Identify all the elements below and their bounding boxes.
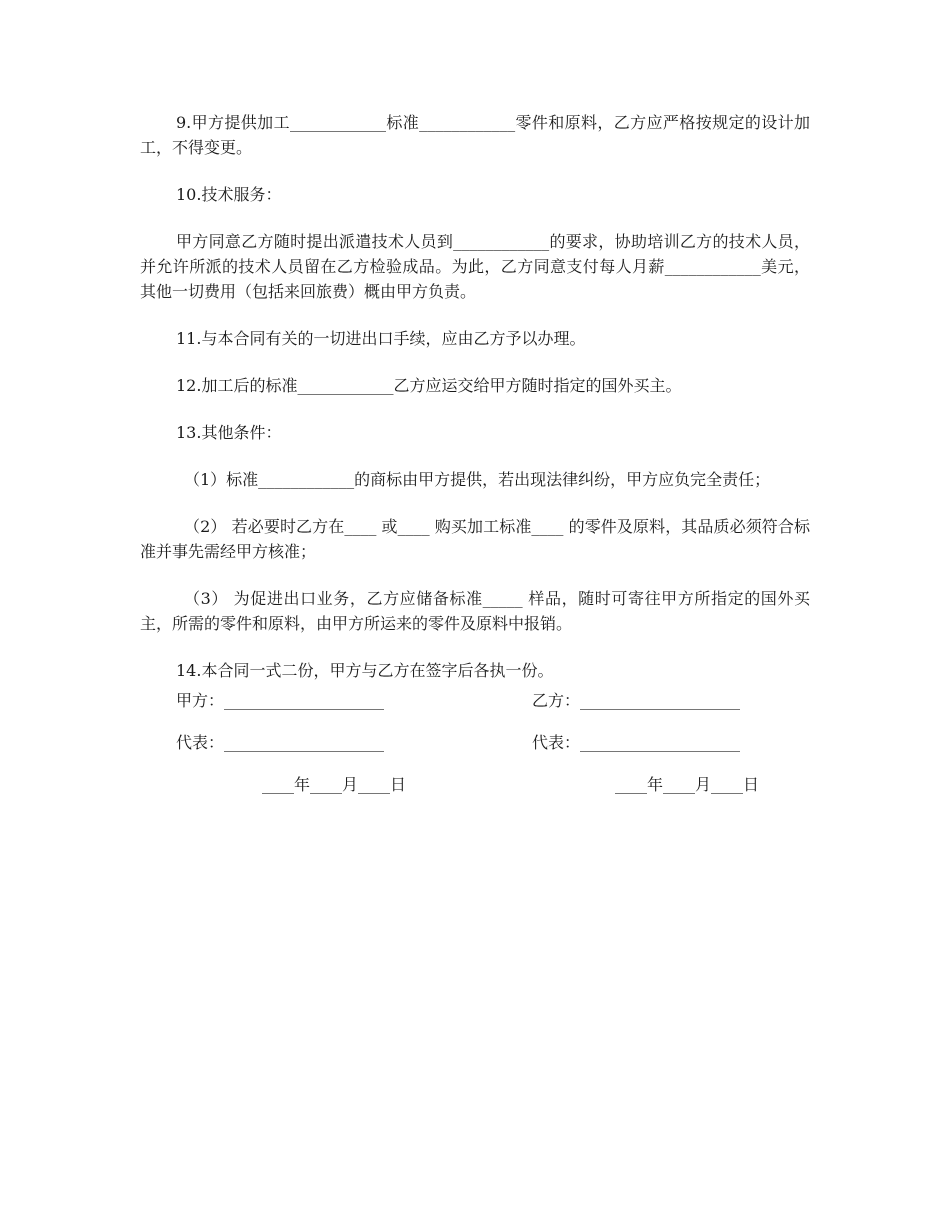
- party-a-date-line: ____年____月____日: [262, 775, 407, 794]
- contract-page: [140, 110, 810, 683]
- clause-13-heading: 13.其他条件：: [176, 423, 282, 442]
- clause-10-heading: 10.技术服务：: [176, 185, 282, 204]
- party-b-representative-line: 代表：____________________: [532, 733, 741, 752]
- clause-9: 9.甲方提供加工____________标准____________零件和原料，乙方应严格按规定的设计加工，不得变更。: [140, 113, 810, 157]
- clause-13-item-2: （2） 若必要时乙方在____ 或____ 购买加工标准____ 的零件及原料，其品质必须符合标准并事先需经甲方核准；: [140, 517, 810, 561]
- clause-13-item-3: （3） 为促进出口业务，乙方应储备标准_____ 样品，随时可寄往甲方所指定的国外买主，所需的零件和原料，由甲方所运来的零件及原料中报销。: [140, 589, 810, 633]
- clause-11: 11.与本合同有关的一切进出口手续，应由乙方予以办理。: [176, 329, 586, 348]
- clause-12: 12.加工后的标准____________乙方应运交给甲方随时指定的国外买主。: [176, 376, 682, 395]
- party-a-representative-line: 代表：____________________: [176, 733, 385, 752]
- party-a-signature-line: 甲方：____________________: [176, 691, 385, 710]
- clause-10-body: 甲方同意乙方随时提出派遣技术人员到____________的要求，协助培训乙方的技术人员，并允许所派的技术人员留在乙方检验成品。为此，乙方同意支付每人月薪____________美元，其他一切费用（包括来回旅费）概由甲方负责。: [140, 232, 810, 301]
- party-b-signature-line: 乙方：____________________: [532, 691, 741, 710]
- party-b-date-line: ____年____月____日: [615, 775, 760, 794]
- clause-13-item-1: （1）标准____________的商标由甲方提供，若出现法律纠纷，甲方应负完全责任；: [184, 470, 771, 489]
- clause-14: 14.本合同一式二份，甲方与乙方在签字后各执一份。: [176, 661, 554, 680]
